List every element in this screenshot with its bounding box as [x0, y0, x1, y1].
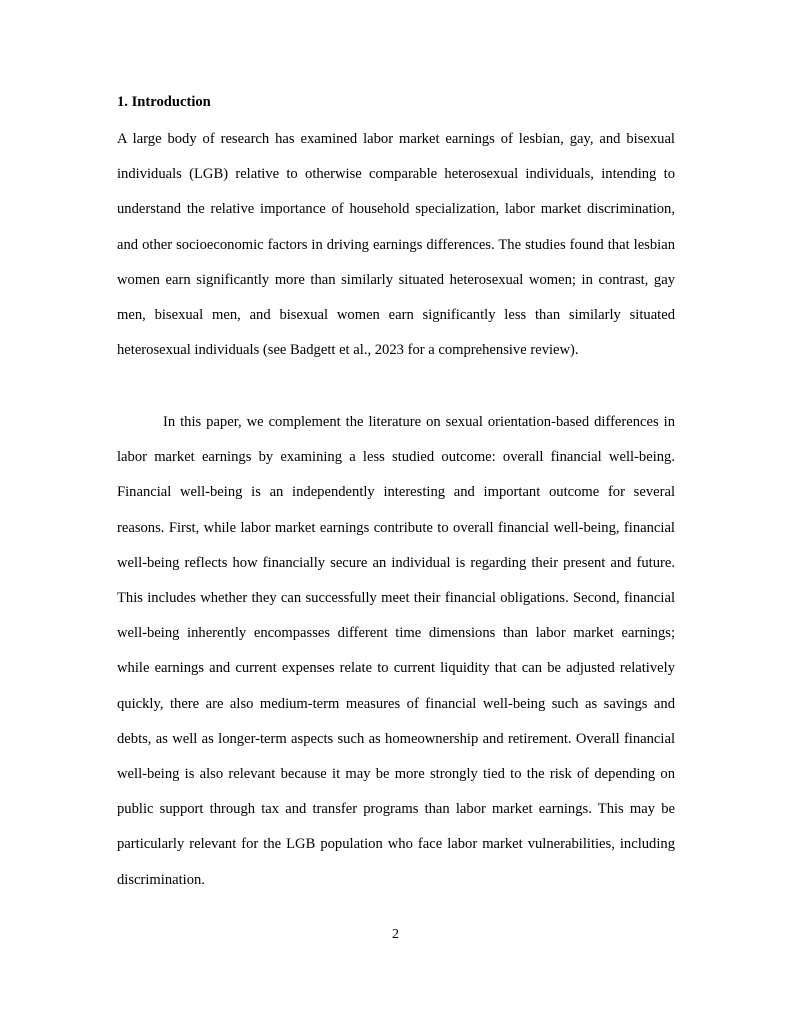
section-heading: 1. Introduction [117, 94, 211, 110]
paragraph-2: In this paper, we complement the literature on sexual orientation-based differences in labor market earnings by examining a less studied outcome: overall financial well-being. Financial well-being is an independently interesting and important outcome for several reasons. First, while labor market earnings contribute to overall financial well-being, financial well-being reflects how financially secure an individual is regarding their present and future. This includes whether they can successfully meet their financial obligations. Second, financial well-being inherently encompasses different time dimensions than labor market earnings; while earnings and current expenses relate to current liquidity that can be adjusted relatively quickly, there are also medium-term measures of financial well-being such as savings and debts, as well as longer-term aspects such as homeownership and retirement. Overall financial well-being is also relevant because it may be more strongly tied to the risk of depending on public support through tax and transfer programs than labor market earnings. This may be particularly relevant for the LGB population who face labor market vulnerabilities, including discrimination. [117, 414, 675, 888]
paragraph-1: A large body of research has examined labor market earnings of lesbian, gay, and bisexual individuals (LGB) relative to otherwise comparable heterosexual individuals, intending to understand the relative importance of household specialization, labor market discrimination, and other socioeconomic factors in driving earnings differences. The studies found that lesbian women earn significantly more than similarly situated heterosexual women; in contrast, gay men, bisexual men, and bisexual women earn significantly less than similarly situated heterosexual individuals (see Badgett et al., 2023 for a comprehensive review). [117, 131, 675, 359]
page-number: 2 [392, 927, 399, 942]
